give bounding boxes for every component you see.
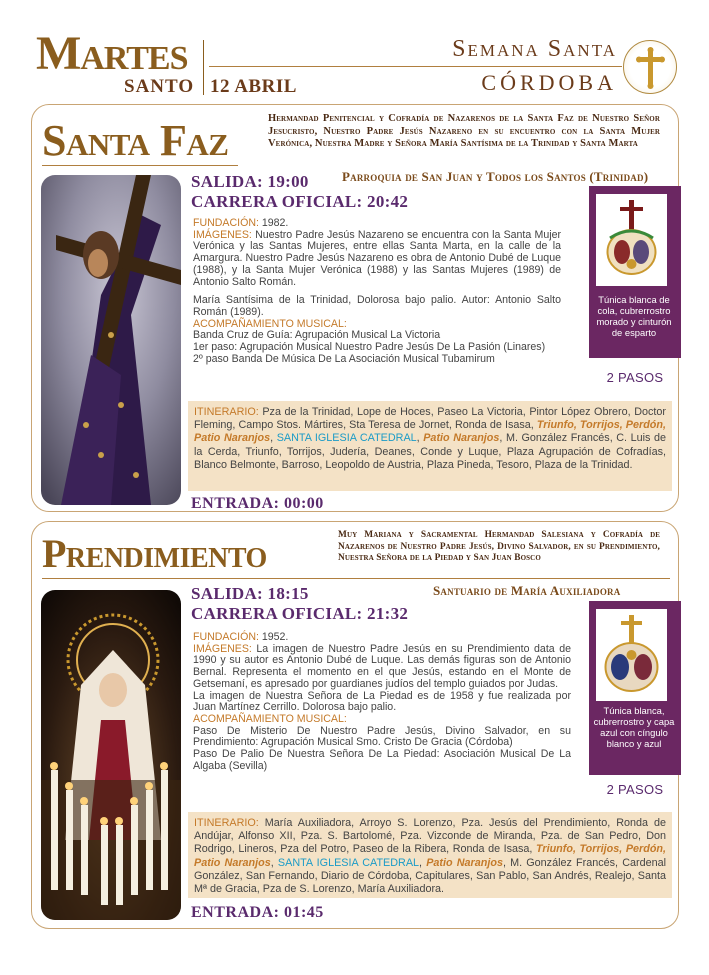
- semana-santa-title: Semana Santa: [452, 36, 617, 62]
- hermandad-name: Prendimiento: [42, 531, 267, 576]
- tunica-description: Túnica blanca, cubrerrostro y capa azul con cíngulo blanco y azul: [593, 705, 675, 749]
- hermandad-full-name: Muy Mariana y Sacramental Hermandad Salesiana y Cofradía de Nazarenos de Nuestro Padre Jesús, Divino Salvador, en su Prendimiento, Nuestra Señora de la Piedad y San Juan Bosco: [338, 530, 660, 563]
- entrada-time: ENTRADA: 01:45: [191, 904, 324, 921]
- itinerario-label: ITINERARIO:: [194, 817, 259, 829]
- itinerario-separator: ,: [270, 856, 278, 869]
- virgen-photo: [41, 590, 181, 920]
- info-text: [193, 632, 571, 772]
- musical-item: Paso De Misterio De Nuestro Padre Jesús, Divino Salvador, en su Prendimiento: Agrupación Musical Smo. Cristo De Gracia (Córdoba): [193, 724, 571, 749]
- imagenes-text: Nuestro Padre Jesús Nazareno se encuentra con la Santa Mujer Verónica y las Santas Mujeres, entre ellas Santa Marta, en la calle de la Amargura. Nuestro Padre Jesús Nazareno es obra de Antonio Dubé de Luque (1988), y la Santa Mujer Verónica (1988) y las Santas Mujeres (1989) de Antonio Salto Román.: [193, 228, 561, 288]
- escudo-icon: [596, 609, 667, 701]
- tunica-panel: [589, 601, 681, 775]
- musical-item: Banda Cruz de Guía: Agrupación Musical La Victoria: [193, 329, 441, 342]
- info-text: [193, 218, 561, 365]
- pasos-count: 2 PASOS: [606, 370, 664, 385]
- itinerario-box: [188, 401, 672, 491]
- carrera-oficial-streets: Triunfo, Torrijos, Perdón, Patio Naranjos: [194, 419, 666, 445]
- salida-time: SALIDA: 18:15: [191, 584, 309, 603]
- fundacion-value: 1982.: [258, 217, 289, 229]
- carrera-oficial-streets: Triunfo, Torrijos, Perdón, Patio Naranjos: [194, 843, 667, 869]
- musical-label: ACOMPAÑAMIENTO MUSICAL:: [193, 712, 347, 725]
- parroquia-label: Santuario de María Auxiliadora: [433, 583, 621, 598]
- day-title: Martes: [36, 27, 188, 80]
- date-label: 12 ABRIL: [210, 76, 297, 97]
- pasos-count: 2 PASOS: [606, 782, 664, 797]
- musical-item: 2º paso Banda De Música De La Asociación Musical Tubamirum: [193, 352, 495, 365]
- itinerario-label: ITINERARIO:: [194, 406, 259, 418]
- itinerario-separator: ,: [416, 432, 424, 445]
- fundacion-value: 1952.: [258, 631, 289, 643]
- salida-time: SALIDA: 19:00: [191, 172, 309, 191]
- itinerario-text: María Auxiliadora, Arroyo S. Lorenzo, Pza. Jesús del Prendimiento, Ronda de Andújar, Alfonso XII, Pza. S. Bartolomé, Pza. Vizconde de Miranda, Pza. de San Pedro, Don Rodrigo, Lineros, Pza del Potro, Paseo de la Ribera, Ronda de Isasa,: [194, 817, 666, 856]
- hermandad-full-name: Hermandad Penitencial y Cofradía de Nazarenos de la Santa Faz de Nuestro Señor Jesucristo, Nuestro Padre Jesús Nazareno en su encuentro con la Santa Mujer Verónica, Nuestra Madre y Señora María Santísima de la Trinidad y Santa Marta: [268, 113, 660, 149]
- musical-item: 1er paso: Agrupación Musical Nuestro Padre Jesús De La Pasión (Linares): [193, 341, 546, 354]
- itinerario-separator: ,: [270, 432, 277, 445]
- escudo-icon: [596, 194, 667, 286]
- musical-item: Paso De Palio De Nuestra Señora De La Piedad: Asociación Musical De La Algaba (Sevilla): [193, 748, 571, 772]
- itinerario-text: , M. González Francés, C. Luis de la Cerda, Triunfo, Torrijos, Judería, Deanes, Conde y Luque, Plaza Agrupación de Cofradías, Blanco Belmonte, Barroso, Leopoldo de Austria, Plaza Pineda, Tesoro, Plaza de la Trinidad.: [194, 432, 666, 471]
- header-divider: [203, 40, 204, 95]
- cross-logo-icon: [623, 40, 677, 94]
- fundacion-label: FUNDACIÓN:: [193, 631, 259, 643]
- imagenes-extra: La imagen de Nuestra Señora de La Piedad es de 1958 y fue realizada por Juan Martínez Cerrillo. Dolorosa bajo palio.: [193, 689, 571, 714]
- tunica-description: Túnica blanca de cola, cubrerrostro morado y cinturón de esparto: [596, 294, 672, 338]
- header-rule: [209, 66, 622, 67]
- nazareno-photo: [41, 175, 181, 505]
- catedral-label: SANTA IGLESIA CATEDRAL: [277, 856, 420, 869]
- itinerario-text: , M. González Francés, Cardenal González, San Fernando, Diario de Córdoba, Capitulares, San Pablo, San Andrés, Realejo, Santa Mª de Gracia, Pza de S. Lorenzo, María Auxiliadora.: [194, 856, 667, 896]
- carrera-oficial-time: CARRERA OFICIAL: 20:42: [191, 192, 409, 211]
- tunica-panel: [589, 186, 681, 358]
- entrada-time: ENTRADA: 00:00: [191, 495, 324, 512]
- imagenes-label: IMÁGENES:: [193, 228, 252, 241]
- page-header: [0, 0, 709, 100]
- name-underline: [42, 578, 670, 579]
- imagenes-extra: María Santísima de la Trinidad, Dolorosa bajo palio. Autor: Antonio Salto Román (1989).: [193, 294, 561, 318]
- hermandad-card-prendimiento: [31, 521, 679, 929]
- musical-label: ACOMPAÑAMIENTO MUSICAL:: [193, 317, 347, 330]
- itinerario-box: [188, 812, 672, 898]
- itinerario-text: Pza de la Trinidad, Lope de Hoces, Paseo La Victoria, Pintor López Obrero, Doctor Fleming, Campo Stos. Mártires, Sta Teresa de Jornet, Ronda de Isasa,: [194, 406, 666, 432]
- carrera-oficial-time: CARRERA OFICIAL: 21:32: [191, 604, 409, 623]
- name-underline: [42, 165, 238, 166]
- hermandad-name: Santa Faz: [42, 116, 229, 165]
- hermandad-card-santa-faz: [31, 104, 679, 512]
- parroquia-label: Parroquia de San Juan y Todos los Santos (Trinidad): [342, 169, 649, 184]
- itinerario-separator: ,: [419, 856, 427, 869]
- day-subtitle: SANTO: [124, 76, 195, 97]
- imagenes-label: IMÁGENES:: [193, 642, 252, 655]
- city-title: CÓRDOBA: [481, 70, 617, 95]
- imagenes-text: La imagen de Nuestro Padre Jesús en su Prendimiento data de 1990 y su autor es Antonio Dubé de Luque. Las demás figuras son de Antonio Bernal. Representa el momento en el que Jesús, estando en el Monte de Getsemaní, es apresado por guardianes judíos del templo guiados por Judas.: [193, 642, 571, 690]
- carrera-oficial-streets: Patio Naranjos: [423, 432, 500, 445]
- carrera-oficial-streets: Patio Naranjos: [426, 856, 503, 869]
- catedral-label: SANTA IGLESIA CATEDRAL: [276, 432, 417, 445]
- fundacion-label: FUNDACIÓN:: [193, 217, 259, 229]
